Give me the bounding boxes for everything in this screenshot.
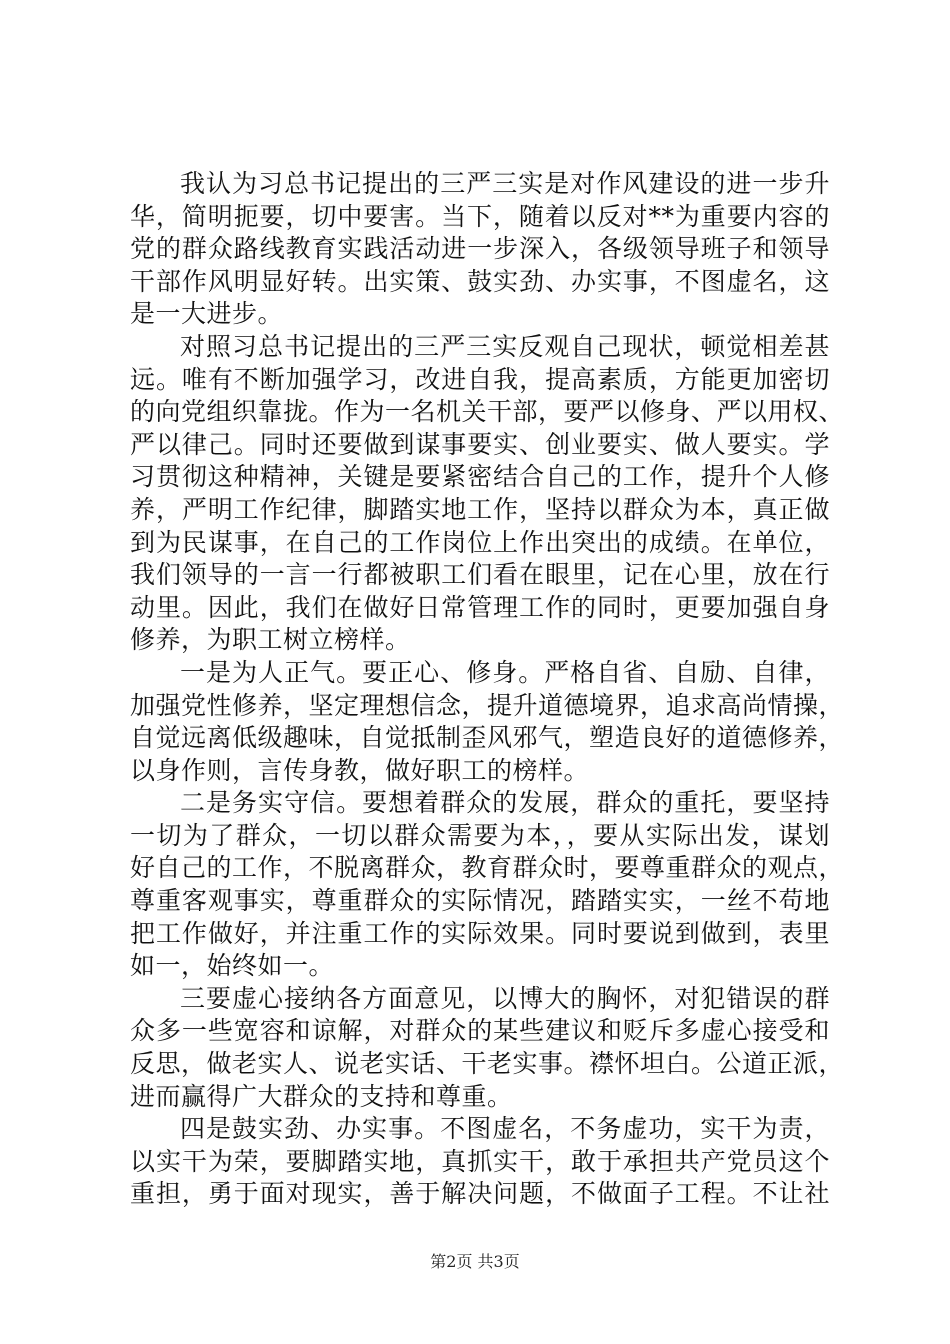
text-line: 四是鼓实劲、办实事。不图虚名，不务虚功，实干为责，	[180, 1114, 830, 1144]
text-line: 进而赢得广大群众的支持和尊重。	[130, 1081, 513, 1111]
text-line: 是一大进步。	[130, 299, 284, 329]
text-line: 对照习总书记提出的三严三实反观自己现状，顿觉相差甚	[180, 331, 830, 361]
text-line: 以身作则，言传身教，做好职工的榜样。	[130, 755, 590, 785]
text-line: 习贯彻这种精神，关键是要紧密结合自己的工作，提升个人修	[130, 462, 830, 492]
text-line: 如一，始终如一。	[130, 951, 335, 981]
text-line: 重担，勇于面对现实，善于解决问题，不做面子工程。不让社	[130, 1179, 830, 1209]
text-line: 尊重客观事实，尊重群众的实际情况，踏踏实实，一丝不苟地	[130, 886, 830, 916]
text-line: 把工作做好，并注重工作的实际效果。同时要说到做到，表里	[130, 918, 830, 948]
text-line: 众多一些宽容和谅解，对群众的某些建议和贬斥多虚心接受和	[130, 1016, 830, 1046]
text-line: 修养，为职工树立榜样。	[130, 625, 411, 655]
text-line: 养，严明工作纪律，脚踏实地工作，坚持以群众为本，真正做	[130, 494, 830, 524]
text-line: 一是为人正气。要正心、修身。严格自省、自励、自律，	[180, 657, 830, 687]
text-line: 我认为习总书记提出的三严三实是对作风建设的进一步升	[180, 169, 830, 198]
text-line: 党的群众路线教育实践活动进一步深入，各级领导班子和领导	[130, 234, 830, 264]
text-line: 一切为了群众，一切以群众需要为本，，要从实际出发，谋划	[130, 820, 830, 850]
body-text	[130, 168, 845, 1211]
page-footer: 第2页 共3页	[430, 1252, 520, 1271]
text-line: 我们领导的一言一行都被职工们看在眼里，记在心里，放在行	[130, 560, 830, 590]
text-line: 以实干为荣，要脚踏实地，真抓实干，敢于承担共产党员这个	[130, 1146, 830, 1176]
text-line: 华，简明扼要，切中要害。当下，随着以反对**为重要内容的	[130, 201, 830, 231]
text-line: 到为民谋事，在自己的工作岗位上作出突出的成绩。在单位，	[130, 527, 830, 557]
text-line: 二是务实守信。要想着群众的发展，群众的重托，要坚持	[180, 788, 830, 818]
text-line: 反思，做老实人、说老实话、干老实事。襟怀坦白。公道正派，	[130, 1049, 845, 1079]
text-line: 三要虚心接纳各方面意见，以博大的胸怀，对犯错误的群	[180, 983, 830, 1013]
text-line: 干部作风明显好转。出实策、鼓实劲、办实事，不图虚名，这	[130, 266, 830, 296]
text-line: 动里。因此，我们在做好日常管理工作的同时，更要加强自身	[130, 592, 830, 622]
text-line: 好自己的工作，不脱离群众，教育群众时，要尊重群众的观点，	[130, 853, 845, 883]
text-line: 自觉远离低级趣味，自觉抵制歪风邪气，塑造良好的道德修养，	[130, 723, 845, 753]
text-line: 的向党组织靠拢。作为一名机关干部，要严以修身、严以用权、	[130, 397, 845, 427]
text-line: 加强党性修养，坚定理想信念，提升道德境界，追求高尚情操，	[130, 690, 845, 720]
text-line: 远。唯有不断加强学习，改进自我，提高素质，方能更加密切	[130, 364, 830, 394]
text-line: 严以律己。同时还要做到谋事要实、创业要实、做人要实。学	[130, 429, 830, 459]
